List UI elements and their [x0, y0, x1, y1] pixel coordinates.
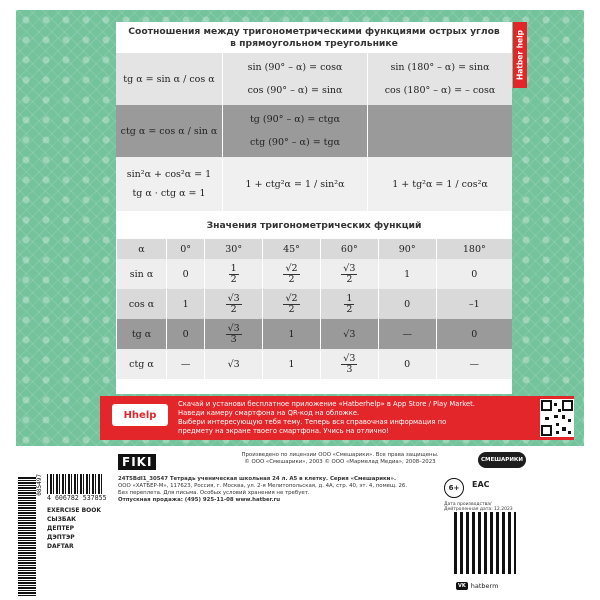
values-cell: 1: [263, 319, 321, 349]
vk-link[interactable]: [456, 582, 498, 590]
formula-cos-90: cos (90° – α) = sinα: [247, 85, 343, 96]
values-cell: 1: [167, 289, 205, 319]
values-cell: 1: [378, 259, 436, 289]
book-label: ДЕПТЕР: [47, 525, 75, 532]
relations-panel: [116, 22, 512, 212]
values-cell: √3: [320, 319, 378, 349]
relations-row: [116, 53, 512, 105]
values-row: [117, 259, 513, 289]
qr-code-icon: [540, 399, 574, 437]
values-header-cell: 90°: [378, 239, 436, 259]
qr-code-icon: [454, 512, 516, 574]
formula-sin-90: sin (90° – α) = cosα: [247, 62, 343, 73]
book-labels: [47, 506, 101, 551]
license-text: [210, 452, 470, 466]
formula-cos-180: cos (180° – α) = – cosα: [384, 85, 496, 96]
formula-tg-90: tg (90° – α) = ctgα: [249, 114, 340, 125]
product-line: ООО «ХАТБЕР-М», 117623, Россия, г. Москва, ул. 2-я Мелитопольская, д. 4А, стр. 40, эт. 4, помещ. 26.: [118, 483, 408, 489]
values-row: [117, 349, 513, 379]
barcode-icon: [18, 476, 36, 596]
product-line: Отпускная продажа: (495) 925-11-08 www.hatber.ru: [118, 497, 281, 503]
formula-cell: [222, 105, 367, 157]
values-header-cell: 60°: [320, 239, 378, 259]
relations-row: [116, 105, 512, 157]
relations-row: [116, 157, 512, 211]
book-label: СЫЗБАК: [47, 516, 77, 523]
values-header-cell: α: [117, 239, 167, 259]
values-cell: 1: [263, 349, 321, 379]
values-cell: 0: [378, 289, 436, 319]
license-line: Произведено по лицензии ООО «Смешарики». Все права защищены.: [241, 452, 439, 458]
values-row: [117, 289, 513, 319]
barcode-side-number: 085497: [36, 474, 43, 496]
values-header-row: [117, 239, 513, 259]
book-label: DAFTAR: [47, 543, 74, 550]
formula-ctg-90: ctg (90° – α) = tgα: [249, 137, 340, 148]
relations-title: [116, 22, 512, 50]
formula-tg-ctg: tg α · ctg α = 1: [132, 188, 206, 199]
values-cell: –1: [436, 289, 512, 319]
values-cell: —: [167, 349, 205, 379]
formula-empty: [367, 105, 512, 157]
age-rating-badge: 6+: [444, 478, 464, 498]
product-description: [118, 476, 438, 504]
formula-identity: sin²α + cos²α = 1: [126, 169, 212, 180]
values-cell: √3: [205, 349, 263, 379]
values-table: [116, 239, 512, 379]
values-row: [117, 319, 513, 349]
product-line: Без переплета. Для письма. Особых условий хранения не требует.: [118, 490, 310, 496]
formula-ctg-squared: 1 + ctg²α = 1 / sin²α: [222, 157, 367, 211]
relations-title-line1: Соотношения между тригонометрическими функциями острых углов: [128, 26, 500, 37]
values-cell: 0: [167, 259, 205, 289]
values-cell: —: [436, 349, 512, 379]
book-label: EXERCISE BOOK: [47, 507, 102, 514]
promo-line: предмету на экране твоего смартфона. Учись на отлично!: [178, 427, 389, 435]
promo-banner: [100, 396, 574, 440]
values-cell: $\frac{√3}{3}$: [205, 319, 263, 349]
values-cell: —: [378, 319, 436, 349]
promo-text: [178, 400, 548, 436]
formula-tg: tg α = sin α / cos α: [116, 53, 222, 105]
values-cell: $\frac{1}{2}$: [205, 259, 263, 289]
values-cell: $\frac{√2}{2}$: [263, 289, 321, 319]
values-row-label: cos α: [117, 289, 167, 319]
values-cell: $\frac{√3}{2}$: [205, 289, 263, 319]
hhelp-logo: Hhelp: [112, 404, 168, 426]
info-block: [14, 446, 586, 596]
vk-icon: VK: [458, 583, 466, 589]
formula-tg-squared: 1 + tg²α = 1 / cos²α: [367, 157, 512, 211]
values-cell: 0: [167, 319, 205, 349]
relations-title-line2: в прямоугольном треугольнике: [230, 38, 398, 49]
values-cell: 0: [436, 259, 512, 289]
values-cell: 0: [378, 349, 436, 379]
formula-cell: [367, 53, 512, 105]
promo-line: Скачай и установи бесплатное приложение «Hatberhelp» в App Store / Play Market.: [178, 400, 475, 408]
values-header-cell: 180°: [436, 239, 512, 259]
formula-sin-180: sin (180° – α) = sinα: [390, 62, 490, 73]
barcode-strip-icon: [47, 474, 103, 494]
values-row-label: ctg α: [117, 349, 167, 379]
formula-cell: [116, 157, 222, 211]
license-line: © ООО «Смешарики», 2003 © ООО «Мармелад Медиа», 2008–2023: [244, 459, 436, 465]
values-cell: $\frac{√3}{3}$: [320, 349, 378, 379]
hatber-help-tab: Hatber help: [513, 22, 527, 88]
promo-line: Выбери интересующую тебя тему. Теперь вся справочная информация по: [178, 418, 447, 426]
values-cell: $\frac{1}{2}$: [320, 289, 378, 319]
vk-handle: hatberm: [470, 582, 499, 590]
smeshariki-logo: СМЕШАРИКИ: [478, 452, 526, 468]
values-panel: [116, 212, 512, 394]
values-cell: 0: [436, 319, 512, 349]
formula-cell: [222, 53, 367, 105]
values-header-cell: 30°: [205, 239, 263, 259]
values-cell: $\frac{√3}{2}$: [320, 259, 378, 289]
fiki-logo: FIKI: [118, 454, 156, 470]
values-title: Значения тригонометрических функций: [206, 220, 422, 231]
values-cell: $\frac{√2}{2}$: [263, 259, 321, 289]
product-line: 24Т5Вdl1_30547 Тетрадь ученическая школьная 24 л. А5 в клетку. Серия «Смешарики».: [118, 476, 396, 482]
values-header-cell: 0°: [167, 239, 205, 259]
values-header-cell: 45°: [263, 239, 321, 259]
formula-ctg: ctg α = cos α / sin α: [116, 105, 222, 157]
promo-line: Наведи камеру смартфона на QR-код на обложке.: [178, 409, 360, 417]
eac-mark: EAC: [472, 480, 490, 489]
values-row-label: tg α: [117, 319, 167, 349]
book-label: ДЭПТЭР: [47, 534, 75, 541]
relations-grid: [116, 53, 512, 211]
values-row-label: sin α: [117, 259, 167, 289]
barcode-digits: 4 606782 537855: [47, 494, 107, 502]
production-date: Дата производства/ Дейтроленная дата: 12.2023: [444, 502, 513, 512]
